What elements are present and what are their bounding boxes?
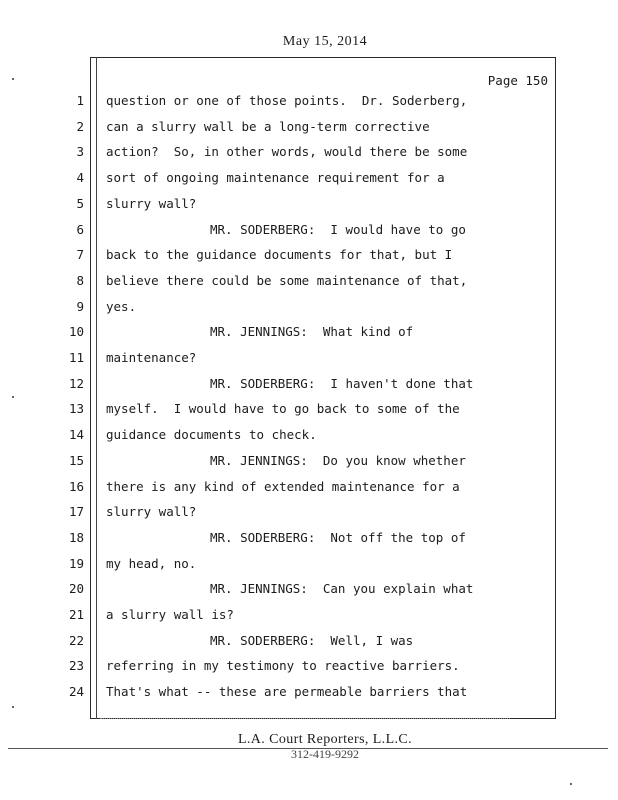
- transcript-line: [0, 581, 618, 599]
- line-text: referring in my testimony to reactive barriers.: [106, 658, 460, 674]
- scan-speck: [12, 706, 14, 708]
- page-number: Page 150: [487, 73, 548, 88]
- line-number: 20: [68, 581, 84, 597]
- line-text: question or one of those points. Dr. Soderberg,: [106, 93, 468, 108]
- transcript-line: [0, 247, 618, 265]
- line-text: MR. SODERBERG: I haven't done that: [210, 375, 474, 391]
- transcript-line: [0, 401, 618, 419]
- line-text: MR. JENNINGS: Do you know whether: [210, 452, 466, 468]
- transcript-line: [0, 607, 618, 625]
- transcript-line: [0, 119, 618, 137]
- transcript-line: [0, 273, 618, 291]
- line-number: 15: [68, 452, 84, 468]
- footer-company: L.A. Court Reporters, L.L.C.: [237, 732, 413, 747]
- transcript-line: [0, 299, 618, 317]
- transcript-line: [0, 504, 618, 522]
- transcript-line: [0, 170, 618, 188]
- line-text: MR. SODERBERG: Not off the top of: [210, 529, 466, 545]
- line-number: 24: [68, 684, 84, 700]
- transcript-line: [0, 684, 618, 702]
- line-number: 5: [76, 195, 84, 211]
- line-number: 16: [68, 478, 84, 494]
- line-number: 3: [76, 144, 84, 160]
- line-text: believe there could be some maintenance of that,: [106, 272, 468, 288]
- line-number: 6: [76, 221, 84, 237]
- line-text: sort of ongoing maintenance requirement for a: [106, 170, 445, 186]
- line-number: 21: [68, 607, 84, 622]
- line-number: 4: [76, 170, 84, 186]
- scan-speck: [570, 783, 572, 785]
- transcript-line: [0, 350, 618, 368]
- bottom-dotted-rule: [100, 718, 510, 719]
- transcript-line: [0, 556, 618, 574]
- line-number: 2: [76, 118, 84, 134]
- line-text: MR. JENNINGS: Can you explain what: [210, 581, 474, 597]
- line-number: 12: [68, 375, 84, 391]
- line-text: can a slurry wall be a long-term corrective: [106, 118, 430, 134]
- line-text: MR. SODERBERG: I would have to go: [210, 221, 466, 237]
- transcript-line: [0, 633, 618, 651]
- transcript-line: [0, 196, 618, 214]
- transcript-line: [0, 324, 618, 342]
- line-number: 7: [76, 247, 84, 263]
- line-text: action? So, in other words, would there be some: [106, 144, 468, 160]
- line-number: 19: [68, 555, 84, 571]
- transcript-line: [0, 427, 618, 445]
- transcript-line: [0, 658, 618, 676]
- line-number: 1: [76, 93, 84, 108]
- line-number: 22: [68, 632, 84, 648]
- transcript-line: [0, 530, 618, 548]
- transcript-line: [0, 453, 618, 471]
- line-text: myself. I would have to go back to some of the: [106, 401, 460, 417]
- line-number: 8: [76, 272, 84, 288]
- header-date: May 15, 2014: [282, 34, 368, 49]
- line-number: 17: [68, 504, 84, 520]
- line-number: 23: [68, 658, 84, 674]
- transcript-line: [0, 222, 618, 240]
- line-text: back to the guidance documents for that, but I: [106, 247, 453, 263]
- line-number: 9: [76, 298, 84, 314]
- line-text: my head, no.: [106, 555, 197, 571]
- line-text: That's what -- these are permeable barriers that: [106, 684, 468, 700]
- line-text: guidance documents to check.: [106, 427, 317, 443]
- line-number: 13: [68, 401, 84, 417]
- transcript-line: [0, 376, 618, 394]
- line-text: yes.: [106, 298, 137, 314]
- line-number: 14: [68, 427, 84, 443]
- scan-speck: [12, 396, 14, 398]
- transcript-line: [0, 93, 618, 111]
- line-number: 11: [68, 350, 84, 365]
- line-text: there is any kind of extended maintenance for a: [106, 478, 460, 494]
- transcript-line: [0, 144, 618, 162]
- line-text: MR. SODERBERG: Well, I was: [210, 632, 414, 648]
- line-text: maintenance?: [106, 350, 197, 365]
- line-text: MR. JENNINGS: What kind of: [210, 324, 414, 340]
- transcript-line: [0, 479, 618, 497]
- line-text: a slurry wall is?: [106, 607, 234, 622]
- line-number: 18: [68, 529, 84, 545]
- scan-speck: [12, 78, 14, 80]
- line-text: slurry wall?: [106, 195, 197, 211]
- line-text: slurry wall?: [106, 504, 197, 520]
- line-number: 10: [68, 324, 84, 340]
- footer-phone: 312-419-9292: [291, 747, 359, 761]
